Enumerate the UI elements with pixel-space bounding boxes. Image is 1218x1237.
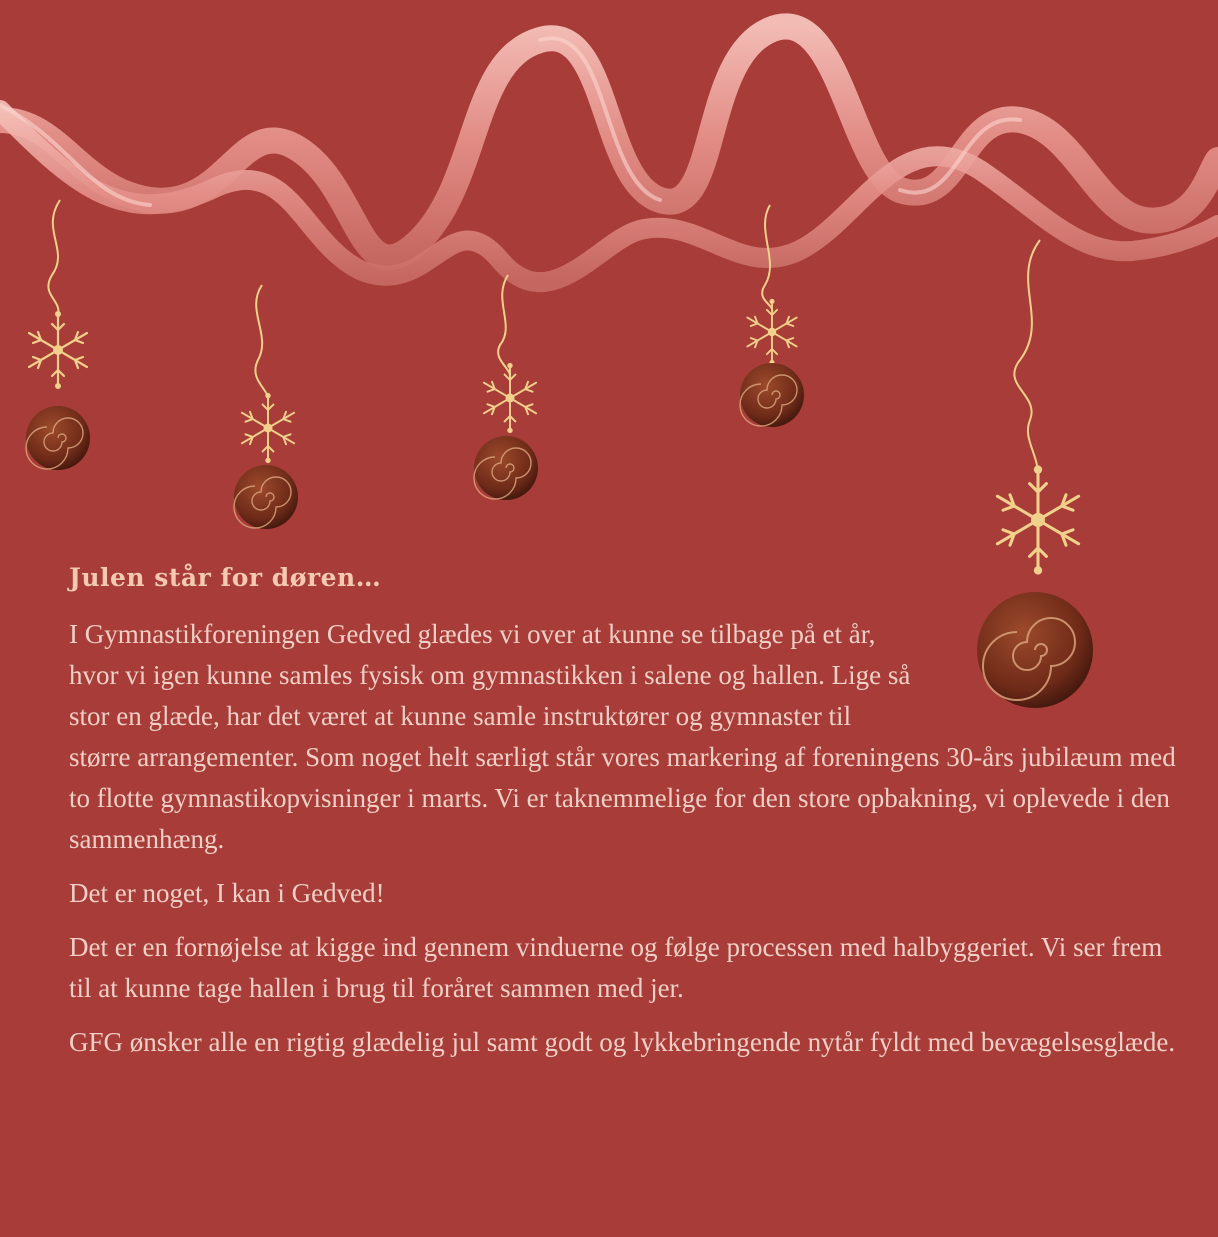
paragraph-3: Det er en fornøjelse at kigge ind gennem vinduerne og følge processen med halbyggeriet. Vi ser frem til at kunne tage hallen i brug til foråret sammen med jer.: [69, 932, 1163, 1003]
paragraph-1: [69, 614, 1179, 860]
ornament-icon: [26, 406, 90, 470]
snowflake-icon: [242, 393, 294, 463]
ornament-icon: [740, 363, 804, 427]
snowflake-icon: [747, 299, 796, 365]
paragraph-2: Det er noget, I kan i Gedved!: [69, 878, 385, 908]
ribbon-icon: [0, 26, 1218, 282]
ornament-spacer: [914, 614, 1179, 734]
snowflake-icon: [997, 465, 1078, 574]
hanging-ornament-4: [740, 299, 804, 427]
ornament-icon: [474, 436, 538, 500]
card-title: Julen står for døren…: [69, 563, 382, 592]
snowflake-icon: [484, 363, 536, 433]
message-block: [69, 563, 1179, 1076]
snowflake-icon: [29, 311, 87, 389]
hanging-ornament-2: [234, 393, 298, 529]
paragraph-4: GFG ønsker alle en rigtig glædelig jul samt godt og lykkebringende nytår fyldt med bevægelsesglæde.: [69, 1027, 1176, 1057]
hanging-ornament-3: [474, 363, 538, 500]
ornament-icon: [234, 465, 298, 529]
hanging-ornament-1: [26, 311, 90, 470]
paragraph-1-text: I Gymnastikforeningen Gedved glædes vi over at kunne se tilbage på et år, hvor vi igen kunne samles fysisk om gymnastikken i salene og hallen. Lige så stor en glæde, har det været at kunne samle instruktører og gymnaster til større arrangementer. Som noget helt særligt står vores markering af foreningens 30-års jubilæum med to flotte gymnastikopvisninger i marts. Vi er taknemmelige for den store opbakning, vi oplevede i den sammenhæng.: [69, 619, 1176, 854]
